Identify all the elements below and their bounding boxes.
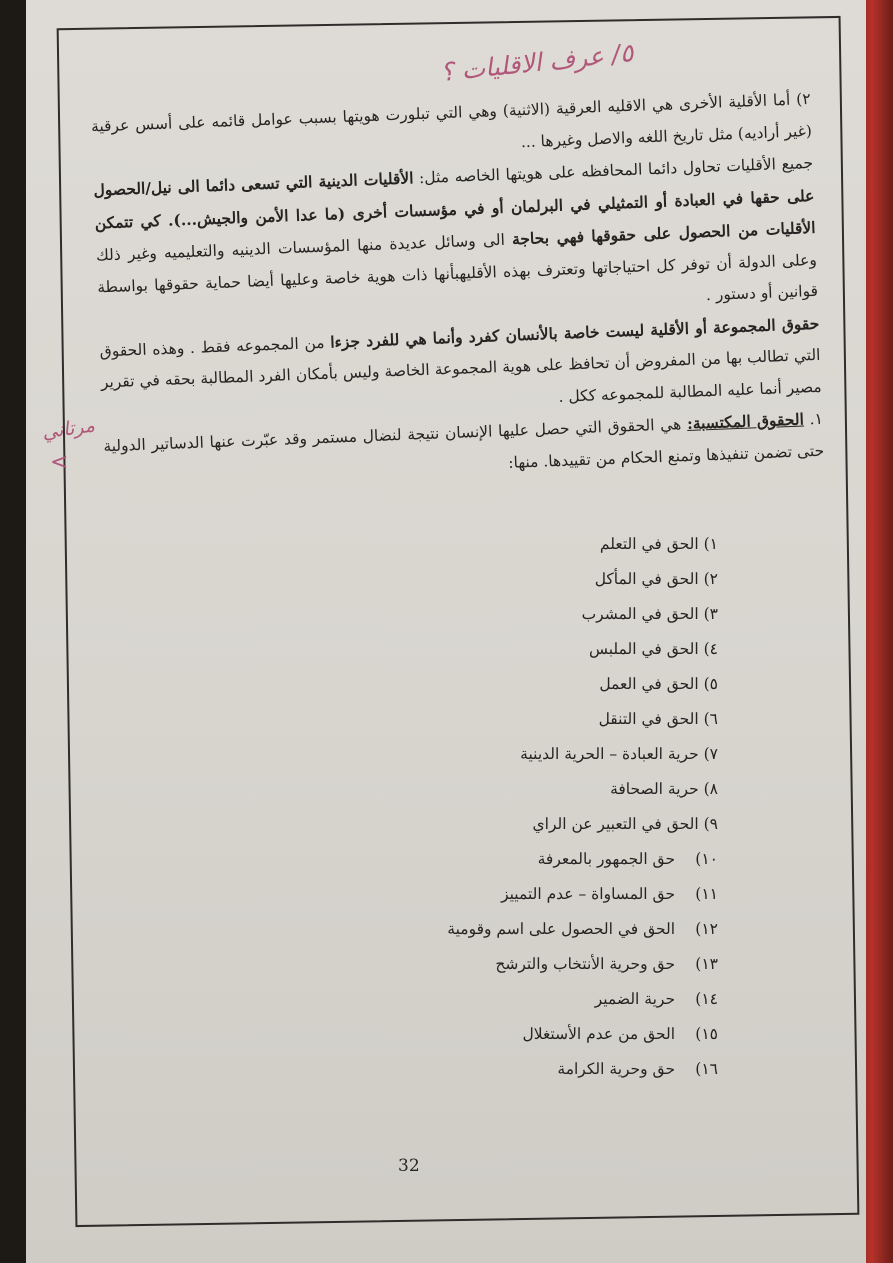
- list-item: [248, 807, 718, 842]
- list-item-text: الحق من عدم الأستغلال: [522, 1025, 676, 1043]
- group-rights-definition: حقوق المجموعة أو الأقلية ليست خاصة بالأنسان كفرد وأنما هي للفرد جزءا: [329, 313, 820, 352]
- list-item-number: ٨): [703, 780, 718, 798]
- group-rights-explanation: من المجموعه فقط . وهذه الحقوق التي تطالب بها من المفروض أن تحافظ على هوية المجموعة الخاصة وليس بأمكان الفرد المطالبة بحقه في تقرير مصير أنما عليه المطالبة للمجموعه ككل .: [99, 333, 822, 406]
- list-item-number: ٢): [703, 570, 718, 588]
- handwritten-question-note: ٥/ عرف الاقليات ؟: [439, 37, 635, 88]
- list-item-number: ١٣): [695, 955, 718, 973]
- list-item-number: ١٤): [695, 990, 718, 1008]
- list-item: [248, 737, 718, 772]
- list-item-text: حرية الضمير: [594, 990, 676, 1008]
- list-item: [248, 912, 718, 947]
- list-item-number: ١): [703, 535, 718, 553]
- minorities-intro: جميع الأقليات تحاول دائما المحافظه على هويتها الخاصه مثل:: [418, 153, 814, 188]
- list-item-number: ٦): [703, 710, 718, 728]
- list-item-text: حق الجمهور بالمعرفة: [537, 850, 676, 868]
- list-item-text: الحق في المأكل: [594, 570, 699, 588]
- acquired-rights-definition: هي الحقوق التي حصل عليها الإنسان نتيجة لنضال مستمر وقد عبّرت عنها الدساتير الدولية حتى تضمن تنفيذها وتمنع الحكام من تقييدها. منها:: [103, 415, 825, 472]
- list-item: [248, 842, 718, 877]
- list-item-text: الحق في التنقل: [598, 710, 699, 728]
- list-item-number: ٩): [703, 815, 718, 833]
- list-item: [248, 877, 718, 912]
- list-item: [248, 562, 718, 597]
- list-item-number: ١١): [695, 885, 718, 903]
- paragraph-minorities-identity: [93, 147, 819, 335]
- need-emphasis: فهي بحاجة: [511, 226, 585, 249]
- list-item-number: ٤): [703, 640, 718, 658]
- list-item-text: الحق في الحصول على اسم وقومية: [447, 920, 676, 938]
- list-item-text: حق المساواة – عدم التمييز: [501, 885, 676, 903]
- handwritten-arrow: <: [50, 450, 69, 475]
- acquired-rights-heading: الحقوق المكتسبة:: [686, 409, 805, 433]
- rights-list: [248, 527, 718, 1087]
- list-item-text: الحق في التعلم: [599, 535, 699, 553]
- list-item: [248, 772, 718, 807]
- body-text: [91, 84, 825, 494]
- page-number: 32: [398, 1156, 420, 1176]
- list-item-text: حرية العبادة – الحرية الدينية: [520, 745, 699, 763]
- section-number: ١.: [809, 409, 824, 429]
- list-item-number: ١٥): [695, 1025, 718, 1043]
- minorities-means: الى وسائل عديدة منها المؤسسات الدينيه والتعليميه وغير ذلك وعلى الدولة أن توفر كل احتياجاتها وتعترف بهذه الأقليهبأنها ذات هوية خاصة وعليها أيضا حماية حقوقها بواسطة قوانين أو دستور .: [95, 230, 819, 305]
- list-item-number: ١٠): [695, 850, 718, 868]
- list-item-text: الحق في المشرب: [581, 605, 699, 623]
- list-item-number: ٥): [703, 675, 718, 693]
- list-item-text: حق وحرية الكرامة: [557, 1060, 676, 1078]
- list-item-text: الحق في الملبس: [588, 640, 699, 658]
- list-item: [248, 632, 718, 667]
- list-item-text: حرية الصحافة: [610, 780, 699, 798]
- list-item: [248, 667, 718, 702]
- list-item-number: ٧): [703, 745, 718, 763]
- list-item: [248, 597, 718, 632]
- list-item: [248, 947, 718, 982]
- list-item: [248, 527, 718, 562]
- religious-minorities-term: الأقليات الدينية التي تسعى دائما الى نيل/الحصول على حقها في العبادة أو التمثيلي في البرلمان أو في مؤسسات أخرى (ما عدا الأمن والجيش...). كي تتمكن الأقليات من الحصول على حقوقها: [93, 168, 816, 246]
- list-item: [248, 982, 718, 1017]
- list-item-text: حق وحرية الأنتخاب والترشح: [495, 955, 676, 973]
- list-item-text: الحق في العمل: [599, 675, 699, 693]
- list-item: [248, 1052, 718, 1087]
- paragraph-ethnic-minority: ٢) أما الأقلية الأخرى هي الاقليه العرقية (الاثنية) وهي التي تبلورت هويتها بسبب عوامل قائمه على أسس عرقية (غير أراديه) مثل تاريخ اللغه والاصل وغيرها ...: [90, 89, 813, 151]
- list-item-text: الحق في التعبير عن الراي: [532, 815, 699, 833]
- list-item: [248, 1017, 718, 1052]
- handwritten-margin-note: مرتاني: [40, 414, 97, 444]
- list-item-number: ١٢): [695, 920, 718, 938]
- list-item: [248, 702, 718, 737]
- list-item-number: ١٦): [695, 1060, 718, 1078]
- list-item-number: ٣): [703, 605, 718, 623]
